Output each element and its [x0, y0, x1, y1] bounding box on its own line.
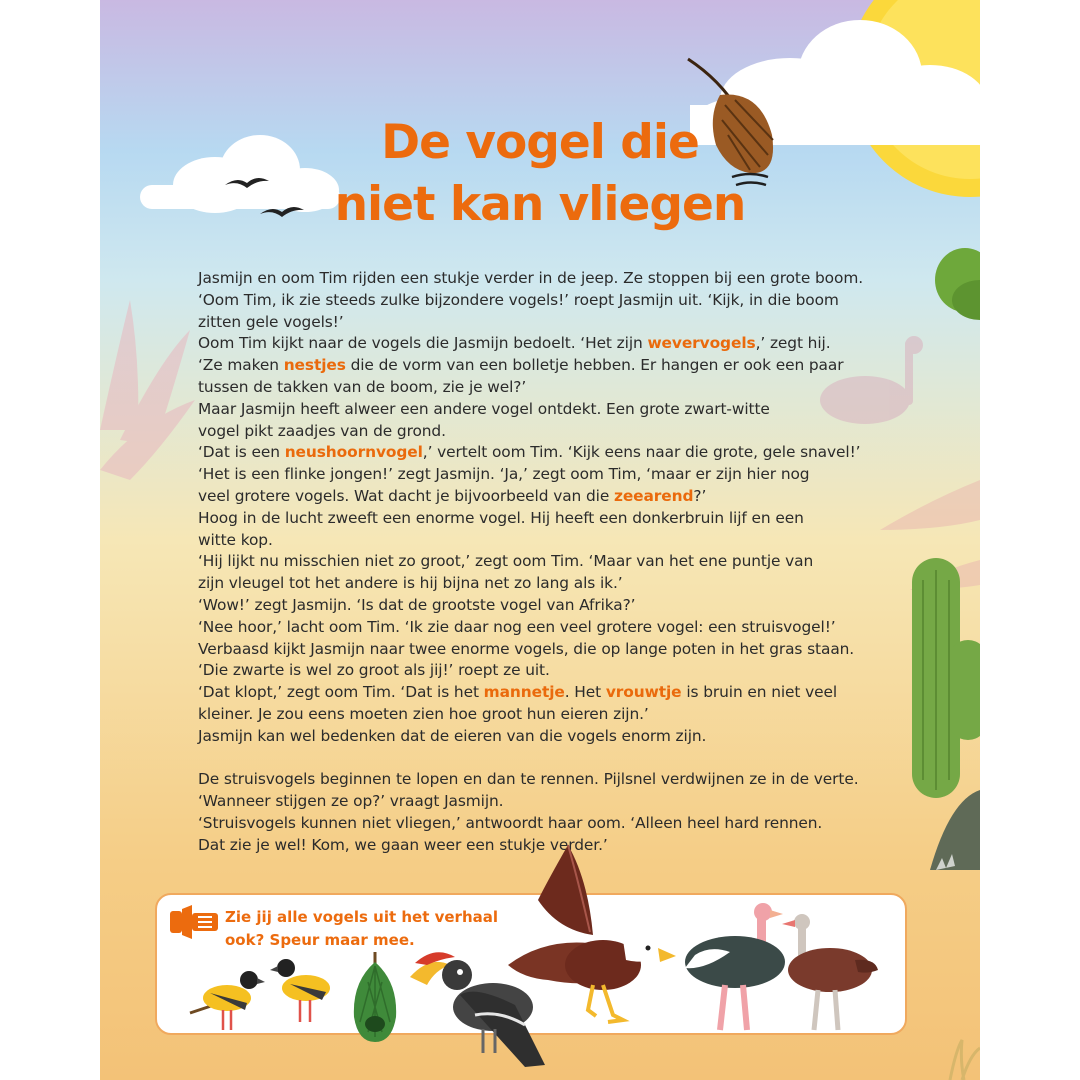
story-line: [198, 813, 958, 835]
story-text-segment: Jasmijn kan wel bedenken dat de eieren van die vogels enorm zijn.: [198, 726, 707, 745]
story-text-segment: zitten gele vogels!’: [198, 312, 344, 331]
story-text-segment: ?’: [693, 486, 707, 505]
story-text-segment: ‘Dat klopt,’ zegt oom Tim. ‘Dat is het: [198, 683, 484, 702]
story-line: [198, 617, 958, 639]
story-text-segment: witte kop.: [198, 530, 273, 549]
story-text-segment: Oom Tim kijkt naar de vogels die Jasmijn bedoelt. ‘Het zijn: [198, 334, 648, 353]
story-text-segment: ,’ vertelt oom Tim. ‘Kijk eens naar die grote, gele snavel!’: [422, 443, 861, 462]
story-text-segment: veel grotere vogels. Wat dacht je bijvoorbeeld van die: [198, 486, 614, 505]
story-line: [198, 704, 958, 726]
story-line: [198, 769, 958, 791]
story-text-segment: die de vorm van een bolletje hebben. Er hangen er ook een paar: [345, 356, 844, 375]
eagle-icon: [508, 840, 678, 1030]
story-line: [198, 530, 958, 552]
nest-icon: [350, 952, 400, 1044]
title-line-1: De vogel die: [381, 115, 699, 170]
story-text-segment: ‘Die zwarte is wel zo groot als jij!’ roept ze uit.: [198, 661, 550, 680]
story-text-segment: tussen de takken van de boom, zie je wel?’: [198, 377, 527, 396]
story-text-segment: ‘Het is een flinke jongen!’ zegt Jasmijn. ‘Ja,’ zegt oom Tim, ‘maar er zijn hier nog: [198, 465, 810, 484]
story-text-segment: Dat zie je wel! Kom, we gaan weer een stukje verder.’: [198, 835, 608, 854]
story-text: [198, 268, 958, 857]
story-line: [198, 551, 958, 573]
story-line: [198, 377, 958, 399]
story-line: [198, 748, 958, 770]
story-line: [198, 442, 958, 464]
story-text-segment: ‘Dat is een: [198, 443, 285, 462]
page-title: [300, 112, 780, 236]
story-text-segment: Jasmijn en oom Tim rijden een stukje verder in de jeep. Ze stoppen bij een grote boom.: [198, 269, 864, 287]
quiz-line-1: Zie jij alle vogels uit het verhaal: [225, 908, 499, 926]
story-text-segment: Maar Jasmijn heeft alweer een andere vogel ontdekt. Een grote zwart-witte: [198, 399, 770, 418]
story-line: [198, 573, 958, 595]
story-text-segment: ‘Hij lijkt nu misschien niet zo groot,’ zegt oom Tim. ‘Maar van het ene puntje van: [198, 552, 814, 571]
story-text-segment: ‘Oom Tim, ik zie steeds zulke bijzondere vogels!’ roept Jasmijn uit. ‘Kijk, in die boom: [198, 290, 839, 309]
story-line: [198, 595, 958, 617]
story-text-segment: ‘Wanneer stijgen ze op?’ vraagt Jasmijn.: [198, 792, 504, 811]
story-line: [198, 682, 958, 704]
story-line: [198, 333, 958, 355]
story-text-segment: vogel pikt zaadjes van de grond.: [198, 421, 446, 440]
story-line: [198, 421, 958, 443]
story-text-segment: ‘Struisvogels kunnen niet vliegen,’ antwoordt haar oom. ‘Alleen heel hard rennen.: [198, 813, 823, 832]
story-text-segment: De struisvogels beginnen te lopen en dan te rennen. Pijlsnel verdwijnen ze in de verte.: [198, 770, 859, 789]
story-line: [198, 791, 958, 813]
story-line: [198, 486, 958, 508]
title-line-2: niet kan vliegen: [334, 177, 746, 232]
story-text-segment: Verbaasd kijkt Jasmijn naar twee enorme vogels, die op lange poten in het gras staan.: [198, 639, 855, 658]
story-line: [198, 399, 958, 421]
keyword: mannetje: [483, 683, 565, 702]
story-line: [198, 290, 958, 312]
ostrich-female-icon: [780, 908, 880, 1033]
story-text-segment: ‘Nee hoor,’ lacht oom Tim. ‘Ik zie daar nog een veel grotere vogel: een struisvogel!’: [198, 617, 836, 636]
story-line: [198, 660, 958, 682]
ostrich-male-icon: [675, 900, 795, 1035]
story-text-segment: ‘Ze maken: [198, 356, 284, 375]
keyword: vrouwtje: [605, 683, 682, 702]
keyword: nestjes: [283, 356, 346, 375]
keyword: wevervogels: [647, 334, 756, 353]
story-page: [100, 0, 980, 1080]
story-line: [198, 464, 958, 486]
weaver-bird-icon: [185, 958, 265, 1038]
story-line: [198, 639, 958, 661]
story-text-segment: Hoog in de lucht zweeft een enorme vogel. Hij heeft een donkerbruin lijf en een: [198, 508, 804, 527]
keyword: neushoornvogel: [284, 443, 423, 462]
story-text-segment: ,’ zegt hij.: [755, 334, 831, 353]
story-line: [198, 508, 958, 530]
flashlight-icon: [170, 905, 220, 939]
story-line: [198, 355, 958, 377]
weaver-bird-icon: [270, 950, 350, 1030]
keyword: zeearend: [613, 486, 694, 505]
story-text-segment: is bruin en niet veel: [681, 683, 838, 702]
story-text-segment: zijn vleugel tot het andere is hij bijna net zo lang als ik.’: [198, 574, 623, 593]
story-line: [198, 726, 958, 748]
quiz-line-2: ook? Speur maar mee.: [225, 931, 415, 949]
story-text-segment: kleiner. Je zou eens moeten zien hoe groot hun eieren zijn.’: [198, 704, 649, 723]
story-text-segment: . Het: [564, 683, 606, 702]
story-line: [198, 312, 958, 334]
story-line: [198, 268, 958, 290]
story-text-segment: ‘Wow!’ zegt Jasmijn. ‘Is dat de grootste vogel van Afrika?’: [198, 595, 636, 614]
